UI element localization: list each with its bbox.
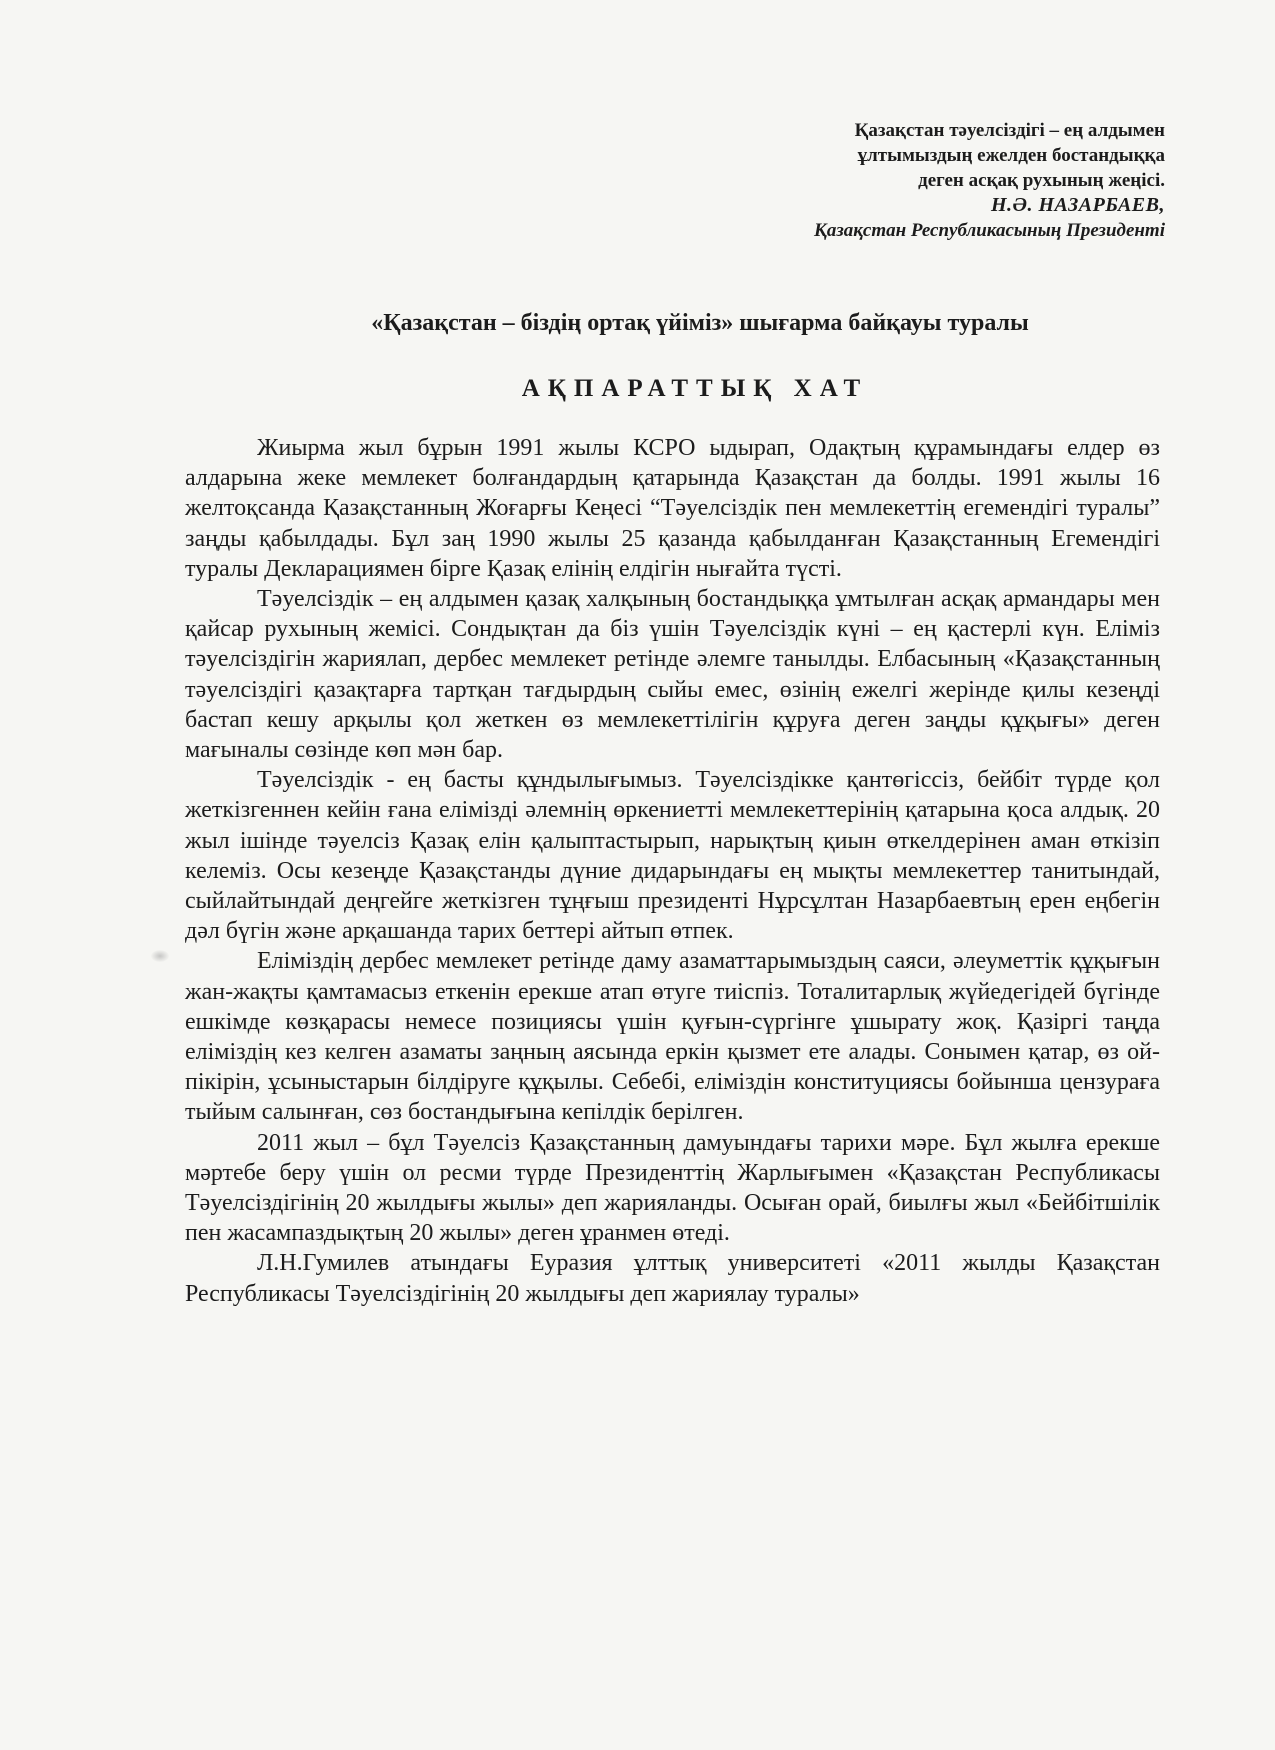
body-paragraph: Еліміздің дербес мемлекет ретінде даму азаматтарымыздың саяси, әлеуметтік құқығын жан-жақты қамтамасыз еткенін ерекше атап өтуге тиіспіз. Тоталитарлық жүйедегідей бүгінде ешкімде көзқарасы немесе позициясы үшін қуғын-сүргінге ұшырату жоқ. Қазіргі таңда еліміздің кез келген азаматы заңның аясында еркін қызмет ете алады. Сонымен қатар, өз ой-пікірін, ұсыныстарын білдіруге құқылы. Себебі, еліміздін конституциясы бойынша цензураға тыйым салынған, сөз бостандығына кепілдік берілген. [185, 948, 1160, 1126]
body-paragraph: Тәуелсіздік - ең басты құндылығымыз. Тәуелсіздікке қантөгіссіз, бейбіт түрде қол жеткізгеннен кейін ғана елімізді әлемнің өркениетті мемлекеттерінің қатарына қоса алдық. 20 жыл ішінде тәуелсіз Қазақ елін қалыптастырып, нарықтың қиын өткелдерінен аман өткізіп келеміз. Осы кезеңде Қазақстанды дүние дидарындағы ең мықты мемлекеттер танитындай, сыйлайтындай деңгейге жеткізген тұңғыш президенті Нұрсұлтан Назарбаевтың ерен еңбегін дәл бүгін және арқашанда тарих беттері айтып өтпек. [185, 767, 1160, 945]
epigraph-author: Н.Ә. НАЗАРБАЕВ, [990, 194, 1165, 216]
document-body [185, 433, 1160, 1309]
body-paragraph: Жиырма жыл бұрын 1991 жылы КСРО ыдырап, Одақтың құрамындағы елдер өз алдарына жеке мемлекет болғандардың қатарында Қазақстан да болды. 1991 жылы 16 желтоқсанда Қазақстанның Жоғарғы Кеңесі “Тәуелсіздік пен мемлекеттің егемендігі туралы” заңды қабылдады. Бұл заң 1990 жылы 25 қазанда қабылданған Қазақстанның Егемендігі туралы Декларациямен бірге Қазақ елінің елдігін нығайта түсті. [185, 435, 1160, 582]
body-paragraph: 2011 жыл – бұл Тәуелсіз Қазақстанның дамуындағы тарихи мәре. Бұл жылға ерекше мәртебе беру үшін ол ресми түрде Президенттің Жарлығымен «Қазақстан Республикасы Тәуелсіздігінің 20 жылдығы жылы» деп жарияланды. Осыған орай, биылғы жыл «Бейбітшілік пен жасампаздықтың 20 жылы» деген ұранмен өтеді. [185, 1129, 1160, 1247]
epigraph-line: деген асқақ рухының жеңісі. [918, 170, 1165, 191]
body-paragraph: Л.Н.Гумилев атындағы Еуразия ұлттық университеті «2011 жылды Қазақстан Республикасы Тәуелсіздігінің 20 жылдығы деп жариялау туралы» [185, 1250, 1160, 1307]
epigraph-line: ұлтымыздың ежелден бостандыққа [857, 145, 1165, 166]
epigraph [814, 118, 1165, 243]
epigraph-author-title: Қазақстан Республикасының Президенті [813, 220, 1165, 241]
scan-smudge [151, 950, 169, 962]
document-title: «Қазақстан – біздің ортақ үйіміз» шығарма байқауы туралы [371, 310, 1029, 336]
body-paragraph: Тәуелсіздік – ең алдымен қазақ халқының бостандыққа ұмтылған асқақ армандары мен қайсар рухының жемісі. Сондықтан да біз үшін Тәуелсіздік күні – ең қастерлі күн. Еліміз тәуелсіздігін жариялап, дербес мемлекет ретінде әлемге танылды. Елбасының «Қазақстанның тәуелсіздігі қазақтарға тартқан тағдырдың сыйы емес, өзінің ежелгі жерінде қилы кезеңді бастап кешу арқылы қол жеткен өз мемлекеттілігін құруға деген заңды құқығы» деген мағыналы сөзінде көп мән бар. [185, 586, 1160, 764]
epigraph-line: Қазақстан тәуелсіздігі – ең алдымен [854, 120, 1165, 141]
document-subtitle: АҚПАРАТТЫҚ ХАТ [521, 375, 869, 402]
